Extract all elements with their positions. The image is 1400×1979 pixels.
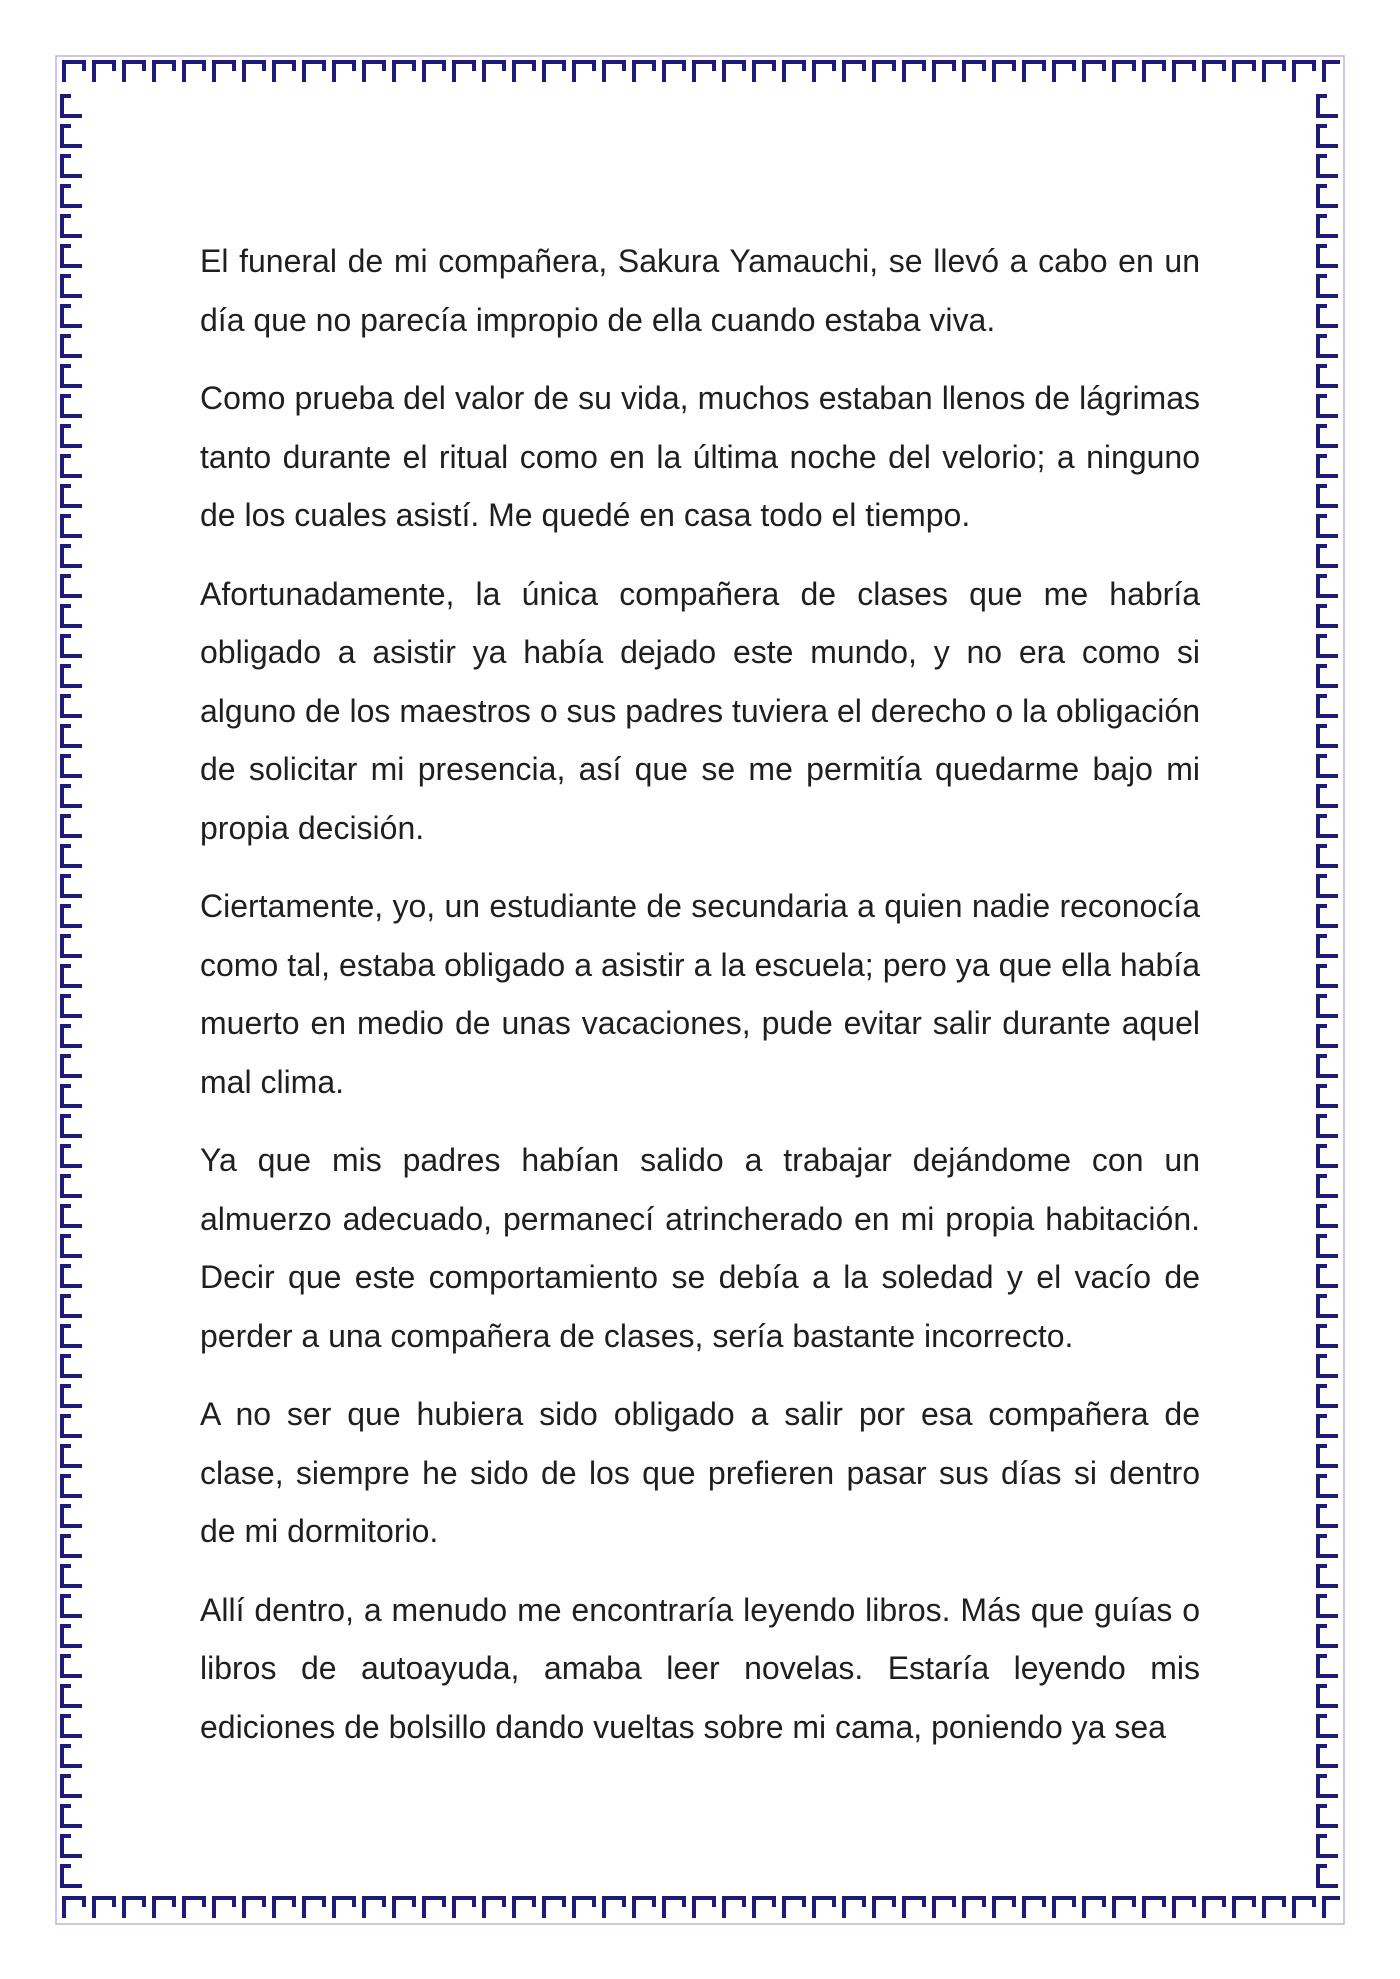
border-right-band <box>1310 88 1340 1888</box>
paragraph: Como prueba del valor de su vida, muchos estaban llenos de lágrimas tanto durante el ritual como en la última noche del velorio; a ninguno de los cuales asistí. Me quedé en casa todo el tiempo. <box>200 380 1200 533</box>
paragraph: A no ser que hubiera sido obligado a salir por esa compañera de clase, siempre he sido de los que prefieren pasar sus días si dentro de mi dormitorio. <box>200 1396 1200 1549</box>
border-left-band <box>58 88 88 1888</box>
border-bottom-band <box>60 1890 1340 1920</box>
paragraph: Allí dentro, a menudo me encontraría leyendo libros. Más que guías o libros de autoayuda, amaba leer novelas. Estaría leyendo mis ediciones de bolsillo dando vueltas sobre mi cama, poniendo ya sea <box>200 1591 1200 1745</box>
paragraph: Ciertamente, yo, un estudiante de secundaria a quien nadie reconocía como tal, estaba obligado a asistir a la escuela; pero ya que ella había muerto en medio de unas vacaciones, pude evitar salir durante aquel mal clima. <box>200 888 1200 1100</box>
paragraph: Afortunadamente, la única compañera de clases que me habría obligado a asistir ya había dejado este mundo, y no era como si alguno de los maestros o sus padres tuviera el derecho o la obligación de solicitar mi presencia, así que se me permitía quedarme bajo mi propia decisión. <box>200 575 1200 846</box>
border-top-band <box>60 58 1340 88</box>
body-text <box>200 232 1200 1776</box>
paragraph: El funeral de mi compañera, Sakura Yamauchi, se llevó a cabo en un día que no parecía impropio de ella cuando estaba viva. <box>200 243 1200 338</box>
paragraph: Ya que mis padres habían salido a trabajar dejándome con un almuerzo adecuado, permanecí atrincherado en mi propia habitación. Decir que este comportamiento se debía a la soledad y el vacío de perder a una compañera de clases, sería bastante incorrecto. <box>200 1142 1200 1354</box>
